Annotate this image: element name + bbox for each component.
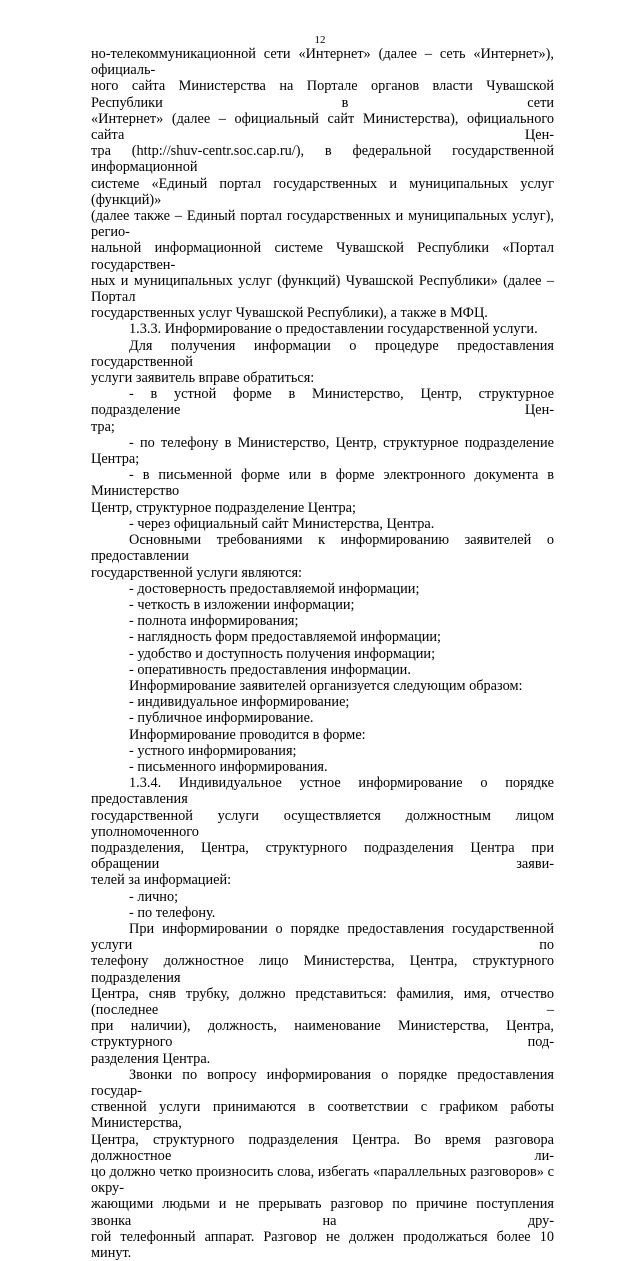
text-line: но-телекоммуникационной сети «Интернет» (далее – сеть «Интернет»), официаль- [91, 46, 554, 79]
text-line: (далее также – Единый портал государственных и муниципальных услуг), регио- [91, 208, 554, 241]
text-line: телефону должностное лицо Министерства, Центра, структурного подразделения [91, 953, 554, 986]
section-heading: 1.3.4. Индивидуальное устное информирование о порядке предоставления [91, 775, 554, 808]
text-line: при наличии), должность, наименование Министерства, Центра, структурного под- [91, 1018, 554, 1051]
text-line: ственной услуги принимаются в соответствии с графиком работы Министерства, [91, 1099, 554, 1132]
list-item: - по телефону в Министерство, Центр, структурное подразделение Центра; [91, 434, 554, 468]
list-item: - удобство и доступность получения информации; [129, 645, 436, 662]
text-line: системе «Единый портал государственных и муниципальных услуг (функций)» [91, 175, 554, 208]
list-item: - полнота информирования; [129, 613, 299, 630]
text-line: телей за информацией: [91, 872, 232, 889]
text-line: государственных услуг Чувашской Республики), а также в МФЦ. [91, 305, 488, 322]
list-item: - в письменной форме или в форме электронного документа в Министерство [91, 467, 554, 500]
text-line: Информирование проводится в форме: [129, 726, 366, 743]
document-body [91, 46, 554, 1261]
text-line: гой телефонный аппарат. Разговор не должен продолжаться более 10 минут. [91, 1228, 554, 1261]
list-item: - достоверность предоставляемой информации; [129, 580, 420, 597]
list-item: - по телефону. [129, 904, 216, 921]
list-item: - индивидуальное информирование; [129, 694, 350, 711]
text-line: Центра, сняв трубку, должно представиться: фамилия, имя, отчество (последнее – [91, 985, 554, 1018]
text-line: ного сайта Министерства на Портале органов власти Чувашской Республики в сети [91, 78, 554, 111]
list-item: - устного информирования; [129, 742, 297, 759]
text-line: государственной услуги являются: [91, 564, 302, 581]
list-item: - четкость в изложении информации; [129, 596, 355, 613]
list-item: - наглядность форм предоставляемой информации; [129, 629, 442, 646]
text-line: тра (http://shuv-centr.soc.cap.ru/), в федеральной государственной информационной [91, 143, 554, 176]
list-item: - в устной форме в Министерство, Центр, структурное подразделение Цен- [91, 386, 554, 419]
section-heading: 1.3.3. Информирование о предоставлении государственной услуги. [129, 321, 538, 338]
text-line: При информировании о порядке предоставления государственной услуги по [91, 920, 554, 954]
text-line: тра; [91, 418, 115, 435]
list-item: - письменного информирования. [129, 758, 328, 775]
text-line: Центра, структурного подразделения Центра. Во время разговора должностное ли- [91, 1131, 554, 1164]
text-line: услуги заявитель вправе обратиться: [91, 370, 315, 387]
list-item: - публичное информирование. [129, 710, 314, 727]
text-line: нальной информационной системе Чувашской Республики «Портал государствен- [91, 240, 554, 273]
text-line: жающими людьми и не прерывать разговор по причине поступления звонка на дру- [91, 1196, 554, 1229]
text-line: Информирование заявителей организуется следующим образом: [129, 677, 523, 694]
text-line: подразделения, Центра, структурного подразделения Центра при обращении заяви- [91, 839, 554, 873]
text-line: Звонки по вопросу информирования о порядке предоставления государ- [91, 1066, 554, 1099]
text-line: «Интернет» (далее – официальный сайт Министерства), официального сайта Цен- [91, 110, 554, 144]
text-line: разделения Центра. [91, 1050, 211, 1067]
text-line: Для получения информации о процедуре предоставления государственной [91, 337, 554, 370]
text-line: ных и муниципальных услуг (функций) Чувашской Республики» (далее – Портал [91, 272, 554, 306]
list-item: - оперативность предоставления информации. [129, 661, 411, 678]
list-item: - лично; [129, 888, 179, 905]
text-line: Основными требованиями к информированию заявителей о предоставлении [91, 532, 554, 565]
text-line: цо должно четко произносить слова, избегать «параллельных разговоров» с окру- [91, 1164, 554, 1197]
page-number: 12 [314, 34, 326, 46]
text-line: Центр, структурное подразделение Центра; [91, 499, 357, 516]
text-line: государственной услуги осуществляется должностным лицом уполномоченного [91, 807, 554, 840]
list-item: - через официальный сайт Министерства, Центра. [129, 515, 435, 532]
